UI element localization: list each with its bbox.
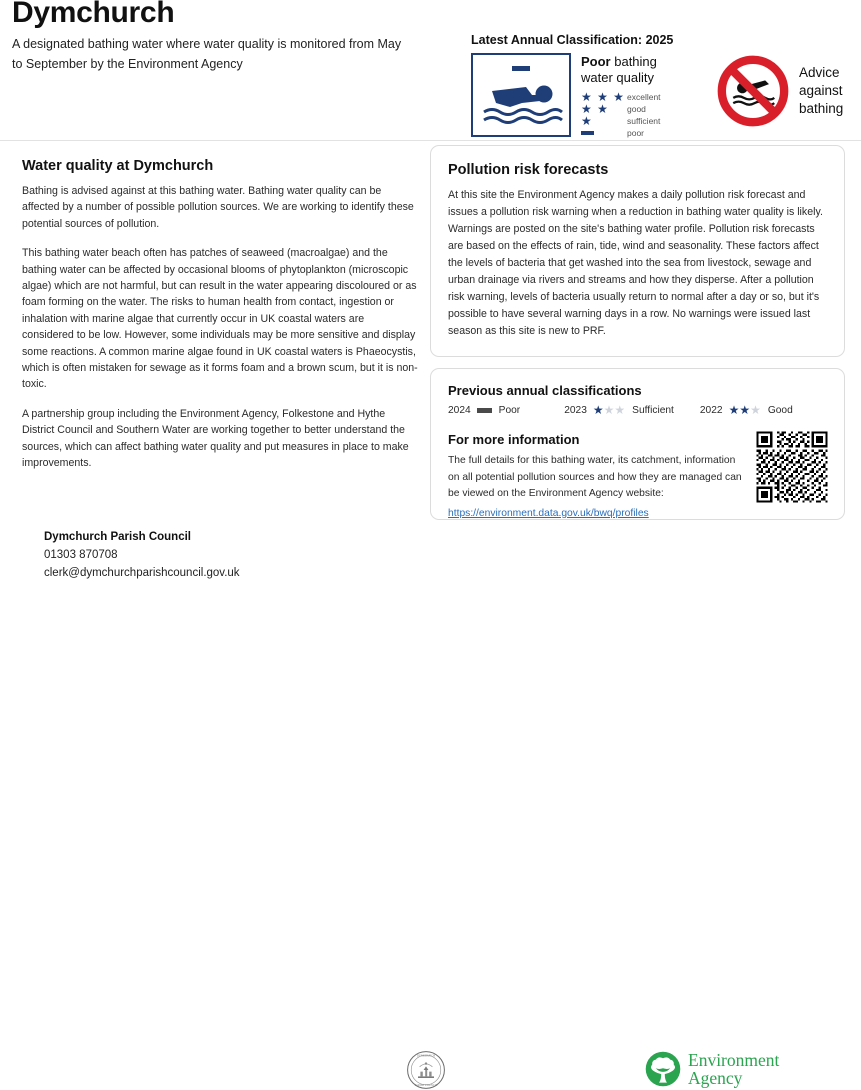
advice-line-1: Advice (799, 65, 840, 80)
water-quality-paragraph-2: This bathing water beach often has patches of seaweed (macroalgae) and the bathing water can be affected by occasional blooms of phytoplankton (microscopic algae) which are not harmful, but can result in the water appearing discoloured or as foam forming on the water. The risks to human health from contact, ingestion or inhalation with marine algae that currently occur in UK coastal waters are considered to be low. However, some individuals may be more sensitive and display some reactions. A common marine algae found in UK coastal waters is Phaeocystis, which is often mistaken for sewage as it forms foam and a brown scum, but it is non-toxic. (22, 247, 418, 391)
header-divider (0, 140, 861, 141)
legend-row-good (581, 103, 699, 115)
page-title: Dymchurch (12, 0, 175, 29)
water-quality-paragraph-1: Bathing is advised against at this bathing water. Bathing water quality can be affected by a number of possible pollution sources. We are working to identify these potential sources of pollution. (22, 185, 414, 230)
pollution-risk-body: At this site the Environment Agency makes a daily pollution risk forecast and issues a pollution risk warning when a reduction in bathing water quality is likely. Warnings are posted on the site's bathing water profile. Pollution risk forecasts are based on the effects of rain, tide, wind and seasonality. These factors affect the levels of bacteria that get washed into the sea from livestock, sewage and urban drainage via rivers and streams and how they disperse. After a pollution risk warning, levels of bacteria usually return to normal after a day or so, but it's possible to have several warning days in a row. No warnings were issued last season as this site is new to PRF. (448, 189, 823, 337)
advice-line-3: bathing (799, 101, 844, 116)
poor-dash-icon-2024 (477, 408, 492, 413)
water-quality-section (22, 158, 418, 485)
previous-classifications-row (448, 404, 829, 416)
swimmer-rating-box (471, 53, 571, 137)
legend-stars-good: ★ ★ (581, 102, 609, 116)
rating-legend (581, 91, 699, 139)
svg-text:PARISH COUNCIL: PARISH COUNCIL (414, 1084, 438, 1087)
previous-classifications-heading: Previous annual classifications (448, 383, 642, 398)
advice-against-bathing (715, 53, 843, 129)
ea-line-2: Agency (688, 1068, 743, 1088)
previous-classification-2024 (448, 405, 520, 416)
dash-icon (581, 131, 594, 135)
pollution-risk-forecasts-panel (430, 145, 845, 357)
previous-classifications-panel (430, 368, 845, 520)
svg-text:DYMCHURCH: DYMCHURCH (416, 1054, 436, 1058)
header (0, 0, 861, 140)
legend-stars-sufficient: ★ (581, 114, 593, 128)
latest-classification-heading: Latest Annual Classification: 2025 (471, 33, 674, 47)
environment-agency-tree-icon (645, 1051, 681, 1087)
prev-label-2024: Poor (498, 404, 521, 416)
quality-rating-text (581, 53, 699, 139)
legend-row-poor (581, 127, 699, 139)
prev-label-2022: Good (767, 404, 793, 416)
swimmer-icon (482, 81, 564, 127)
water-quality-heading: Water quality at Dymchurch (22, 158, 214, 174)
advice-line-2: against (799, 83, 843, 98)
star-rating-2023: ★★★ (592, 403, 626, 417)
qr-code[interactable] (754, 429, 830, 505)
more-information-body: The full details for this bathing water, its catchment, information on all potential pollution sources and how they are managed can be viewed on the Environment Agency website: (448, 455, 742, 499)
poor-dash-icon (512, 66, 530, 71)
page-subtitle: A designated bathing water where water quality is monitored from May to September by the Environment Agency (12, 37, 402, 71)
latest-classification-block (471, 33, 851, 139)
pollution-risk-heading: Pollution risk forecasts (448, 162, 609, 178)
parish-council-seal (406, 1050, 446, 1090)
legend-label-sufficient: sufficient (627, 116, 661, 126)
legend-dash-poor (581, 131, 627, 135)
ea-line-1: Environment (688, 1050, 780, 1070)
prev-year-2024: 2024 (448, 404, 471, 416)
prev-year-2023: 2023 (564, 404, 587, 416)
legend-label-good: good (627, 104, 646, 114)
council-phone: 01303 870708 (44, 549, 118, 561)
water-quality-paragraph-3: A partnership group including the Environment Agency, Folkestone and Hythe District Council and Southern Water are working together to better understand the sources, which can affect bathing water quality and put measures in place to make improvements. (22, 407, 409, 470)
star-rating-2022: ★★★ (728, 403, 761, 417)
environment-agency-logo (645, 1051, 779, 1087)
previous-classification-2022 (700, 404, 793, 416)
prev-year-2022: 2022 (699, 404, 723, 416)
legend-stars-excellent: ★ ★ ★ (581, 90, 625, 104)
council-name: Dymchurch Parish Council (44, 531, 191, 543)
previous-classification-2023 (564, 404, 674, 416)
footer (0, 520, 861, 1088)
rating-word: Poor (581, 54, 611, 69)
environment-agency-profile-link[interactable]: https://environment.data.gov.uk/bwq/profiles (448, 507, 649, 519)
legend-row-sufficient (581, 115, 699, 127)
rating-line-2: water quality (581, 70, 654, 85)
council-email: clerk@dymchurchparishcouncil.gov.uk (44, 567, 240, 579)
environment-agency-wordmark (688, 1051, 779, 1087)
advice-text (799, 64, 843, 118)
prev-label-2023: Sufficient (632, 404, 674, 416)
no-swimming-icon (715, 53, 791, 129)
more-information-heading: For more information (448, 432, 580, 447)
rating-suffix: bathing (610, 54, 657, 69)
legend-label-excellent: excellent (627, 92, 661, 102)
legend-label-poor: poor (627, 128, 645, 138)
council-contact-details (44, 528, 240, 582)
